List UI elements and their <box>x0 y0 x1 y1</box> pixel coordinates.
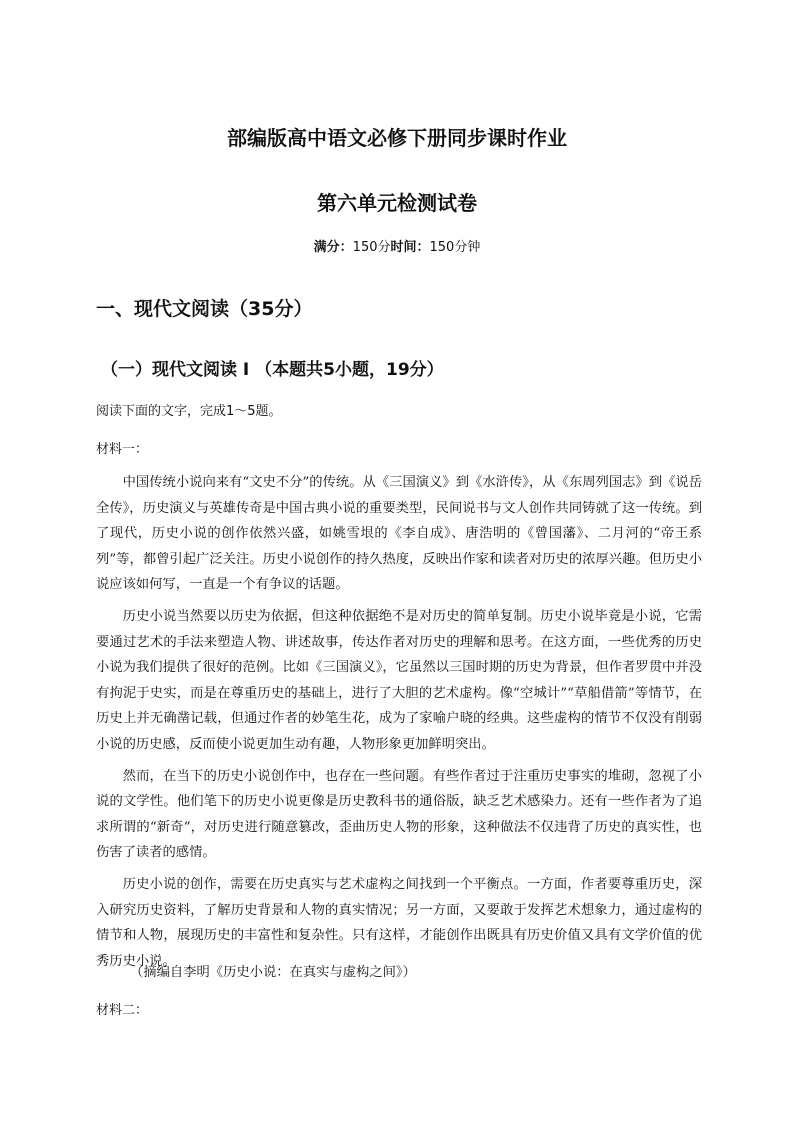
material-one-body <box>96 470 702 980</box>
section-title: 一、现代文阅读（35分） <box>96 298 313 320</box>
full-score-value: 150分 <box>352 240 391 255</box>
material-one-source: （摘编自李明《历史小说：在真实与虚构之间》） <box>130 965 416 980</box>
time-label: 时间： <box>390 240 430 255</box>
document-title: 部编版高中语文必修下册同步课时作业 <box>227 126 567 150</box>
reading-instruction: 阅读下面的文字，完成1～5题。 <box>96 404 282 419</box>
sub-section-title: （一）现代文阅读 Ⅰ （本题共5小题，19分） <box>101 360 444 380</box>
document-subtitle: 第六单元检测试卷 <box>317 191 477 215</box>
time-value: 150分钟 <box>429 240 481 255</box>
full-score-label: 满分： <box>313 240 353 255</box>
paragraph: 然而，在当下的历史小说创作中，也存在一些问题。有些作者过于注重历史事实的堆砌，忽视了小说的文学性。他们笔下的历史小说更像是历史教科书的通俗版，缺乏艺术感染力。还有一些作者为了追求所谓的“新奇”，对历史进行随意篡改，歪曲历史人物的形象，这种做法不仅违背了历史的真实性，也伤害了读者的感情。 <box>96 768 702 861</box>
paragraph: 中国传统小说向来有“文史不分”的传统。从《三国演义》到《水浒传》，从《东周列国志》到《说岳全传》，历史演义与英雄传奇是中国古典小说的重要类型，民间说书与文人创作共同铸就了这一传统。到了现代，历史小说的创作依然兴盛，如姚雪垠的《李自成》、唐浩明的《曾国藩》、二月河的“帝王系列”等，都曾引起广泛关注。历史小说创作的持久热度，反映出作家和读者对历史的浓厚兴趣。但历史小说应该如何写，一直是一个有争议的话题。 <box>96 475 702 593</box>
material-two-label: 材料二： <box>96 1003 149 1018</box>
paragraph: 历史小说的创作，需要在历史真实与艺术虚构之间找到一个平衡点。一方面，作者要尊重历史，深入研究历史资料，了解历史背景和人物的真实情况；另一方面，又要敢于发挥艺术想象力，通过虚构的情节和人物，展现历史的丰富性和复杂性。只有这样，才能创作出既具有历史价值又具有文学价值的优秀历史小说。 <box>96 876 702 969</box>
exam-meta <box>0 238 794 258</box>
paragraph: 历史小说当然要以历史为依据，但这种依据绝不是对历史的简单复制。历史小说毕竟是小说，它需要通过艺术的手法来塑造人物、讲述故事，传达作者对历史的理解和思考。在这方面，一些优秀的历史小说为我们提供了很好的范例。比如《三国演义》，它虽然以三国时期的历史为背景，但作者罗贯中并没有拘泥于史实，而是在尊重历史的基础上，进行了大胆的艺术虚构。像“空城计”“草船借箭”等情节，在历史上并无确凿记载，但通过作者的妙笔生花，成为了家喻户晓的经典。这些虚构的情节不仅没有削弱小说的历史感，反而使小说更加生动有趣，人物形象更加鲜明突出。 <box>96 608 702 752</box>
material-one-label: 材料一： <box>96 442 149 457</box>
